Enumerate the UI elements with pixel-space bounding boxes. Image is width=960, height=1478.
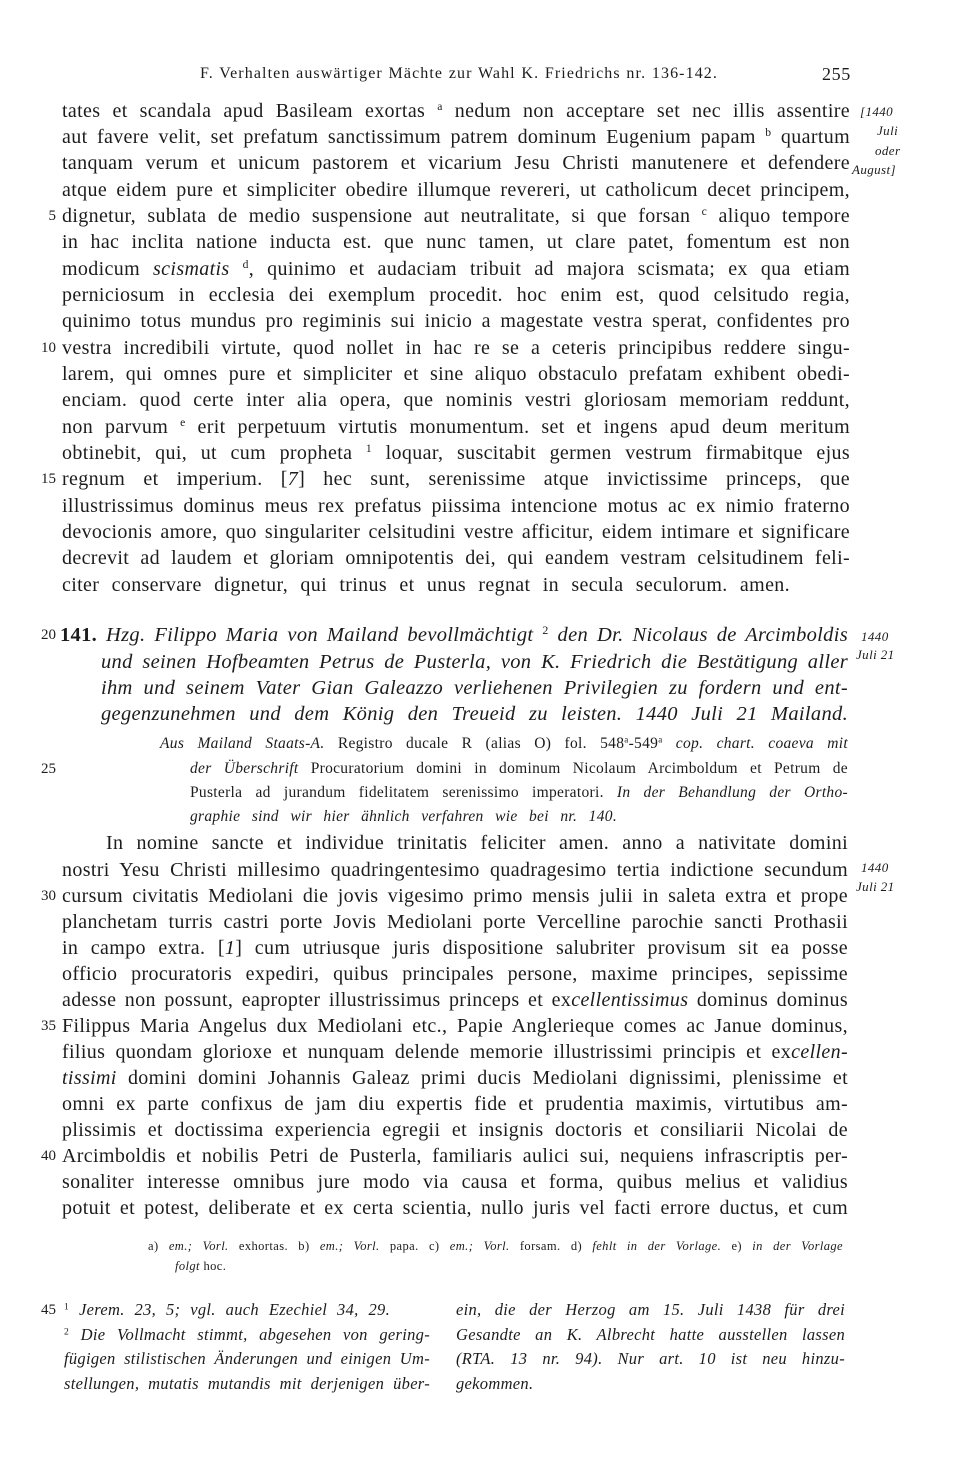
text-run: hoc. (199, 1258, 227, 1273)
text-run: devocionis amore, quo singulariter celsitudini vestre afficitur, eidem intimare et significare (62, 521, 850, 544)
italic-text-run: ein, die der Herzog am 15. Juli 1438 für drei (456, 1300, 845, 1319)
margin-date-note: Juli 21 (856, 647, 895, 662)
italic-text-run: graphie sind wir hier ähnlich verfahren wie bei nr. 140. (190, 807, 617, 825)
text-run: tanquam verum et unicum pastorem et vicarium Jesu Christi manutenere et defendere (62, 152, 850, 175)
italic-text-run: und seinen Hofbeamten Petrus de Pusterla, von K. Friedrich die Bestätigung aller (101, 650, 848, 673)
text-run: larem, qui omnes pure et simpliciter et sine aliquo obstaculo prefatam exhibent obedi- (62, 363, 850, 386)
italic-text-run: In der Behandlung der Ortho- (616, 783, 848, 801)
margin-line-number: 25 (41, 760, 56, 777)
italic-text-run: fügigen stilistischen Änderungen und einigen Um- (64, 1349, 430, 1369)
italic-text-run: gekommen. (456, 1374, 534, 1394)
text-run: adesse non possunt, eapropter illustrissimus princeps et ex (62, 988, 572, 1011)
margin-date-note: 1440 (861, 860, 889, 875)
text-run: modicum (62, 257, 154, 280)
footnotes-right-column-line-1 (456, 1298, 845, 1323)
page-number: 255 (822, 64, 851, 84)
italic-text-run: cop. chart. coaeva mit (662, 735, 848, 753)
margin-line-number: 20 (41, 627, 56, 644)
text-run: officio procuratoris expediri, quibus principales persone, maxime principes, sepissime (62, 962, 848, 985)
superscript-note-marker: 1 (64, 1301, 70, 1313)
text-run: perniciosum in ecclesia dei exemplum procedit. hoc enim est, quod celsitudo regia, (62, 284, 850, 307)
footnotes-right-column-line-2-text (456, 1323, 845, 1348)
text-run: filius quondam glorioxe et nunquam delende memorie illustrissimi principis et ex (62, 1040, 792, 1063)
italic-text-run: 7 (287, 468, 299, 491)
text-run: non parvum (62, 415, 181, 438)
text-run: regnum et imperium. [ (62, 468, 288, 491)
text-run: erit perpetuum virtutis monumentum. set et ingens apud deum meritum (185, 415, 850, 438)
text-run: vestra incredibili virtute, quod nollet in hac re se a ceteris principibus reddere singu- (62, 336, 850, 359)
italic-text-run: Hzg. Filippo Maria von Mailand bevollmächtigt (97, 624, 543, 647)
margin-line-number: 10 (41, 339, 56, 356)
text-run: Procuratorium domini in dominum Nicolaum Arcimboldum et Petrum de (298, 759, 848, 777)
text-run: decrevit ad laudem et gloriam omnipotentis dei, qui eandem vestram celsitudinem feli- (62, 547, 850, 570)
text-run: nostri Yesu Christi millesimo quadringentesimo quadragesimo tertia indictione secundum (62, 858, 848, 881)
footnotes-right-column-line-2 (456, 1323, 845, 1348)
text-run: dignetur, sublata de medio suspensione aut neutralitate, si que forsan (62, 205, 702, 228)
margin-date-note: Juli 21 (856, 879, 895, 894)
text-run: aliquo tempore (707, 205, 850, 228)
superscript-note-marker: d (242, 257, 249, 271)
superscript-note-marker: a (437, 99, 443, 113)
text-run: tates et scandala apud Basileam exortas (62, 99, 438, 122)
text-run: in hac inclita natione inducta est. que nunc tamen, ut clare patet, fomentum est non (62, 231, 850, 254)
italic-text-run: (RTA. 13 nr. 94). Nur art. 10 ist neu hinzu- (456, 1349, 845, 1369)
superscript-note-marker: e (180, 415, 186, 429)
text-run: planchetam turris castri porte Jovis Mediolani porte Vercelline parochie sancti Prothasii (62, 910, 848, 933)
margin-line-number: 30 (41, 887, 56, 904)
text-run: nedum non acceptare set nec illis assentire (442, 99, 850, 122)
text-run: enciam. quod certe inter alia opera, que nominis vestri gloriosam memoriam reddunt, (62, 389, 850, 412)
text-run: aut favere velit, set prefatum sanctissimum patrem dominum Eugenium papam (62, 126, 766, 149)
italic-text-run: cellen- (791, 1040, 848, 1063)
text-run: papa. c) (379, 1239, 450, 1253)
text-run: plissimis et doctissima experiencia egregii et insignis doctoris et consiliarii Nicolai de (62, 1119, 848, 1142)
margin-line-number: 35 (41, 1017, 56, 1034)
italic-text-run: scismatis (153, 257, 243, 280)
italic-text-run: Jerem. 23, 5; vgl. auch Ezechiel 34, 29. (69, 1300, 390, 1319)
text-run: obtinebit, qui, ut cum propheta (62, 442, 366, 465)
italic-text-run: der Überschrift (190, 759, 299, 777)
margin-line-number: 5 (48, 208, 56, 225)
running-title: F. Verhalten auswärtiger Mächte zur Wahl K. Friedrichs nr. 136-142. (200, 65, 718, 82)
margin-line-number: 40 (41, 1148, 56, 1165)
italic-text-run: fehlt in der Vorlage. (592, 1239, 722, 1253)
text-run: quinimo totus mundus pro regiminis sui inicio a magestate vestra sperat, confidentes pro (62, 310, 850, 333)
text-run: in campo extra. [ (62, 936, 225, 959)
italic-text-run: folgt (175, 1258, 200, 1273)
text-run: exhortas. b) (228, 1239, 320, 1253)
italic-text-run: stellungen, mutatis mutandis mit derjenigen über- (64, 1374, 430, 1394)
italic-text-run: den Dr. Nicolaus de Arcimboldis (548, 624, 848, 647)
text-run: In nomine sancte et individue trinitatis feliciter amen. anno a nativitate domini (106, 832, 848, 855)
text-run: Arcimboldis et nobilis Petri de Pusterla, familiaris aulici sui, nequiens infrascriptis per- (62, 1145, 848, 1168)
superscript-note-marker: b (765, 126, 772, 140)
text-run: loquar, suscitabit germen vestrum firmabitque ejus (372, 442, 850, 465)
superscript-note-marker: c (701, 205, 708, 219)
superscript-note-marker: 1 (365, 442, 373, 456)
footnotes-right-column-line-4 (456, 1372, 845, 1397)
margin-date-note: August] (852, 162, 896, 177)
text-run: quartum (771, 126, 850, 149)
text-run: ] hec sunt, serenissime atque invictissime princeps, que (298, 468, 850, 491)
text-run: Registro ducale R (alias O) fol. 548 (324, 735, 625, 753)
italic-text-run: em.; Vorl. (449, 1239, 510, 1253)
italic-text-run: cellentissimus (571, 988, 689, 1011)
text-run: cursum civitatis Mediolani die jovis vigesimo primo mensis julii in saleta extra et prope (62, 884, 848, 907)
text-run: a) (148, 1239, 169, 1253)
text-run: , quinimo et audaciam tribuit ad majora scismata; ex qua etiam (248, 257, 850, 280)
margin-date-note: [1440 (860, 104, 894, 119)
margin-line-number: 45 (41, 1302, 56, 1318)
italic-text-run: em.; Vorl. (319, 1239, 380, 1253)
superscript-note-marker: a (624, 735, 629, 745)
text-run: e) (721, 1239, 753, 1253)
text-run: atque eidem pure et simpliciter obedire illumque revereri, ut catholicum decet principem, (62, 178, 850, 201)
text-run: sonaliter interesse omnibus jure modo via causa et forma, quibus melius et validius (62, 1171, 848, 1194)
text-run: ] cum utriusque juris dispositione salubriter provisum sit ea posse (235, 936, 848, 959)
text-run: dominus dominus (688, 988, 848, 1011)
margin-date-note: oder (875, 143, 901, 158)
italic-text-run: em.; Vorl. (168, 1239, 229, 1253)
text-run: citer conservare dignetur, qui trinus et unus regnat in secula seculorum. amen. (62, 573, 790, 596)
superscript-note-marker: 2 (64, 1325, 70, 1337)
text-run: illustrissimus dominus meus rex prefatus piissima intencione motus ac ex nimio fraterno (62, 494, 850, 517)
italic-text-run: Die Vollmacht stimmt, abgesehen von gering- (69, 1324, 430, 1344)
footnotes-right-column-line-3 (456, 1347, 845, 1372)
footnotes-right-column-line-4-text (456, 1372, 533, 1397)
italic-text-run: gegenzunehmen und dem König den Treueid zu leisten. 1440 Juli 21 Mailand. (101, 703, 848, 726)
superscript-note-marker: 2 (542, 623, 549, 638)
footnotes-right-column-line-3-text (456, 1347, 845, 1372)
text-run: Pusterla ad jurandum fidelitatem serenissimo imperatori. (190, 783, 617, 801)
text-run: Filippus Maria Angelus dux Mediolani etc., Papie Anglerieque comes ac Janue dominus, (62, 1014, 848, 1037)
text-run: -549 (628, 735, 659, 753)
text-run: forsam. d) (509, 1239, 593, 1253)
margin-date-note: Juli (877, 123, 899, 138)
text-run: omni ex parte confixus de jam diu expertis fide et prudentia maximis, virtutibus am- (62, 1092, 848, 1115)
bold-document-number: 141. (60, 624, 98, 647)
italic-text-run: 1 (224, 936, 236, 959)
footnotes-right-column-line-1-text (456, 1298, 845, 1323)
italic-text-run: Aus Mailand Staats-A. (160, 735, 325, 753)
margin-line-number: 15 (41, 471, 56, 488)
italic-text-run: tissimi (62, 1066, 117, 1089)
text-run: domini domini Johannis Galeaz primi ducis Mediolani dignissimi, plenissime et (116, 1066, 848, 1089)
margin-date-note: 1440 (861, 629, 889, 644)
italic-text-run: ihm und seinem Vater Gian Galeazzo verliehenen Privilegien zu fordern und ent- (101, 676, 848, 699)
text-run: potuit et potest, deliberate et ex certa scientia, nullo juris vel facti errore ductus, et cum (62, 1197, 848, 1220)
italic-text-run: Gesandte an K. Albrecht hatte ausstellen lassen (456, 1324, 845, 1344)
italic-text-run: in der Vorlage (752, 1239, 843, 1253)
superscript-note-marker: a (658, 735, 663, 745)
